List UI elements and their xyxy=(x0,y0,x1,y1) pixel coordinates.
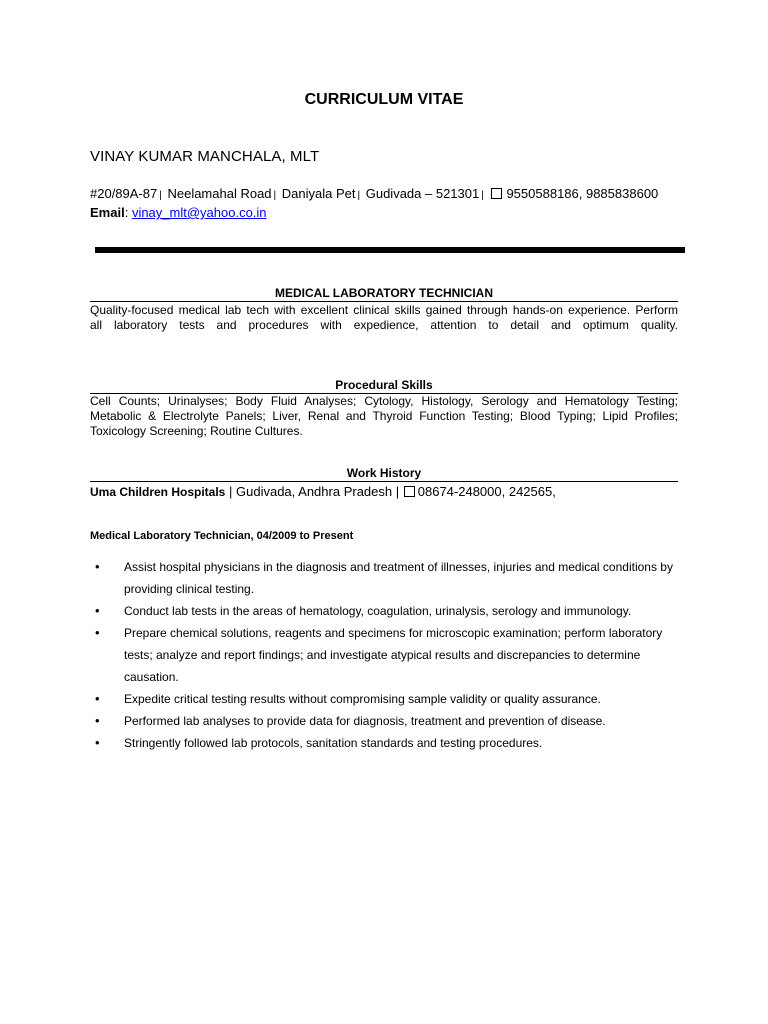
address-city: Gudivada – 521301 xyxy=(365,186,480,201)
document-title: CURRICULUM VITAE xyxy=(304,91,464,108)
list-item: • Performed lab analyses to provide data for diagnosis, treatment and prevention of disease. xyxy=(95,710,675,732)
employer-name: Uma Children Hospitals xyxy=(90,485,226,499)
separator: | xyxy=(228,484,233,499)
separator: | xyxy=(481,190,484,201)
list-item: • Prepare chemical solutions, reagents and specimens for microscopic examination; perform laboratory tests; analyze and report findings; and investigate atypical results and discrepancies to determine causation. xyxy=(95,622,675,688)
phone-box-icon xyxy=(491,188,502,199)
contact-line xyxy=(90,186,658,201)
list-item: • Expedite critical testing results without compromising sample validity or quality assurance. xyxy=(95,688,675,710)
email-label: Email xyxy=(90,205,125,220)
email-link[interactable]: vinay_mlt@yahoo.co.in xyxy=(131,205,267,220)
job-role: Medical Laboratory Technician, 04/2009 to Present xyxy=(90,530,354,542)
work-heading: Work History xyxy=(90,466,678,482)
header-divider xyxy=(95,247,685,253)
skills-heading: Procedural Skills xyxy=(90,378,678,394)
list-item: • Assist hospital physicians in the diagnosis and treatment of illnesses, injuries and medical conditions by providing clinical testing. xyxy=(95,556,675,600)
candidate-name: VINAY KUMAR MANCHALA, MLT xyxy=(90,148,320,165)
email-line xyxy=(90,205,267,220)
phone-box-icon xyxy=(404,486,415,497)
separator: | xyxy=(357,190,361,201)
employer-line xyxy=(90,484,556,499)
phone-numbers: 9550588186, 9885838600 xyxy=(506,186,659,201)
separator: | xyxy=(395,484,400,499)
summary-heading: MEDICAL LABORATORY TECHNICIAN xyxy=(90,286,678,302)
employer-location: Gudivada, Andhra Pradesh xyxy=(236,484,393,499)
address-area: Daniyala Pet xyxy=(281,186,356,201)
separator: | xyxy=(273,190,277,201)
email-colon: : xyxy=(124,205,129,220)
skills-text: Cell Counts; Urinalyses; Body Fluid Analyses; Cytology, Histology, Serology and Hematology Testing; Metabolic & Electrolyte Panels; Liver, Renal and Thyroid Function Testing; Blood Typing; Lipid Profiles; Toxicology Screening; Routine Cultures. xyxy=(90,394,678,438)
responsibilities-list xyxy=(95,556,675,754)
address-number: #20/89A-87 xyxy=(90,186,158,201)
address-road: Neelamahal Road xyxy=(167,186,272,201)
summary-line-1: Quality-focused medical lab tech with excellent clinical skills gained through hands-on experience. Perform xyxy=(90,303,678,317)
list-item: • Conduct lab tests in the areas of hematology, coagulation, urinalysis, serology and immunology. xyxy=(95,600,675,622)
employer-phones: 08674-248000, 242565, xyxy=(417,484,556,499)
list-item: • Stringently followed lab protocols, sanitation standards and testing procedures. xyxy=(95,732,675,754)
summary-line-2: all laboratory tests and procedures with expedience, attention to detail and optimum quality. xyxy=(90,318,678,332)
separator: | xyxy=(159,190,162,201)
